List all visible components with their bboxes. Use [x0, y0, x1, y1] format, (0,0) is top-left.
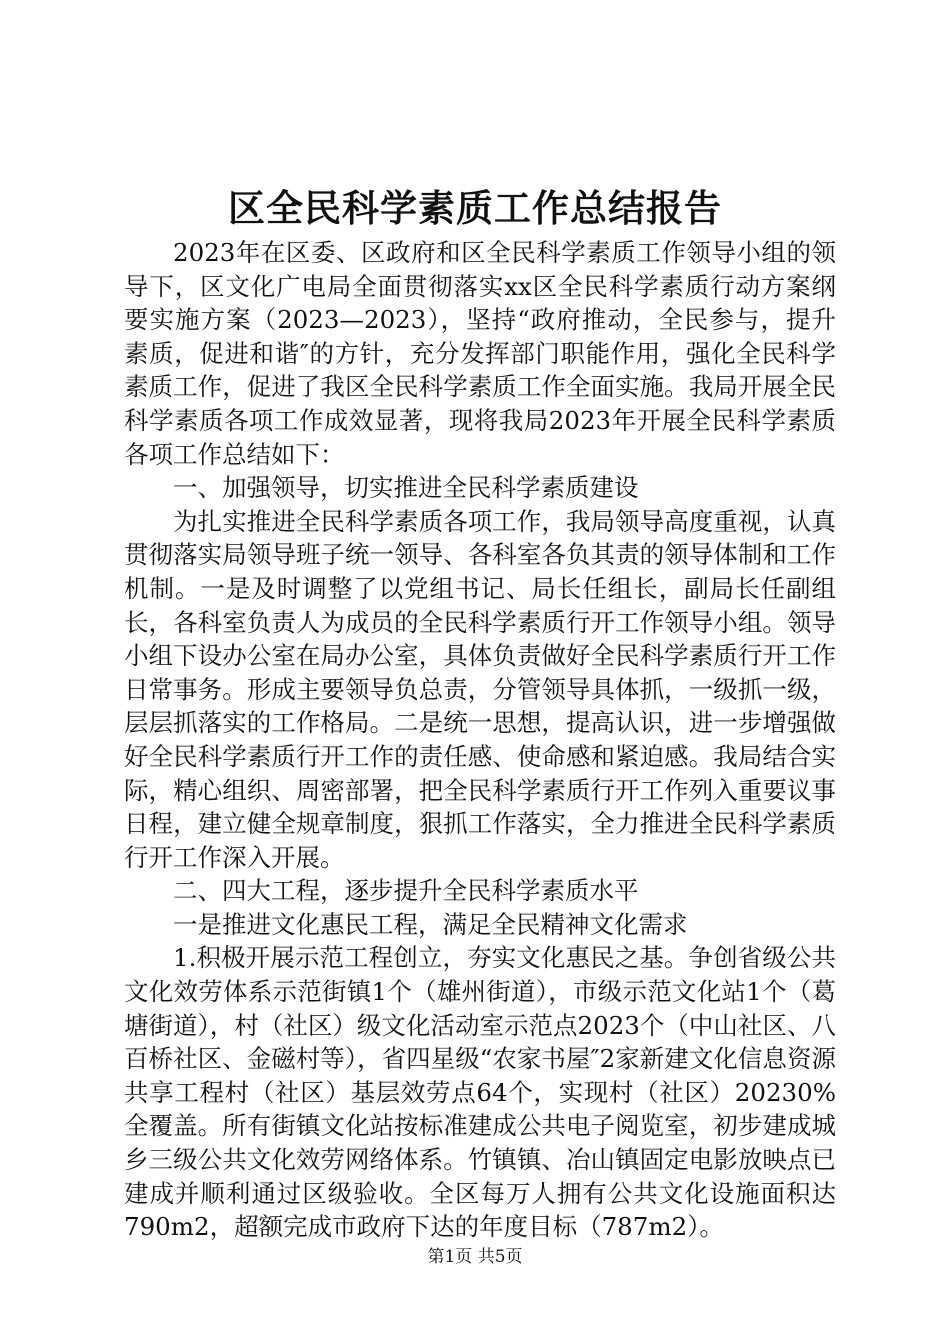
subsection-heading: 一是推进文化惠民工程，满足全民精神文化需求 — [173, 909, 688, 939]
page-number-footer: 第1页 共5页 — [427, 1247, 523, 1267]
document-title: 区全民科学素质工作总结报告 — [228, 186, 722, 230]
intro-paragraph: 2023年在区委、区政府和区全民科学素质工作领导小组的领导下，区文化广电局全面贯彻落实xx区全民科学素质行动方案纲要实施方案（2023—2023），坚持“政府推动，全民参与，提升素质，促进和谐″的方针，充分发挥部门职能作用，强化全民科学素质工作，促进了我区全民科学素质工作全面实施。我局开展全民科学素质各项工作成效显著，现将我局2023年开展全民科学素质各项工作总结如下： — [124, 238, 836, 469]
body-paragraph: 1.积极开展示范工程创立，夯实文化惠民之基。争创省级公共文化效劳体系示范街镇1个（雄州街道），市级示范文化站1个（葛塘街道），村（社区）级文化活动室示范点2023个（中山社区、八百桥社区、金磁村等），省四星级“农家书屋″2家新建文化信息资源共享工程村（社区）基层效劳点64个，实现村（社区）20230%全覆盖。所有街镇文化站按标准建成公共电子阅览室，初步建成城乡三级公共文化效劳网络体系。竹镇镇、冶山镇固定电影放映点已建成并顺利通过区级验收。全区每万人拥有公共文化设施面积达790m2，超额完成市政府下达的年度目标（787m2）。 — [124, 943, 836, 1242]
document-body — [124, 236, 836, 1244]
body-paragraph: 为扎实推进全民科学素质各项工作，我局领导高度重视，认真贯彻落实局领导班子统一领导、各科室各负其责的领导体制和工作机制。一是及时调整了以党组书记、局长任组长，副局长任副组长，各科室负责人为成员的全民科学素质行开工作领导小组。领导小组下设办公室在局办公室，具体负责做好全民科学素质行开工作日常事务。形成主要领导负总责，分管领导具体抓，一级抓一级，层层抓落实的工作格局。二是统一思想，提高认识，进一步增强做好全民科学素质行开工作的责任感、使命感和紧迫感。我局结合实际，精心组织、周密部署，把全民科学素质行开工作列入重要议事日程，建立健全规章制度，狠抓工作落实，全力推进全民科学素质行开工作深入开展。 — [124, 506, 836, 872]
section-heading-2: 二、四大工程，逐步提升全民科学素质水平 — [173, 876, 639, 906]
section-heading-1: 一、加强领导，切实推进全民科学素质建设 — [173, 473, 639, 503]
